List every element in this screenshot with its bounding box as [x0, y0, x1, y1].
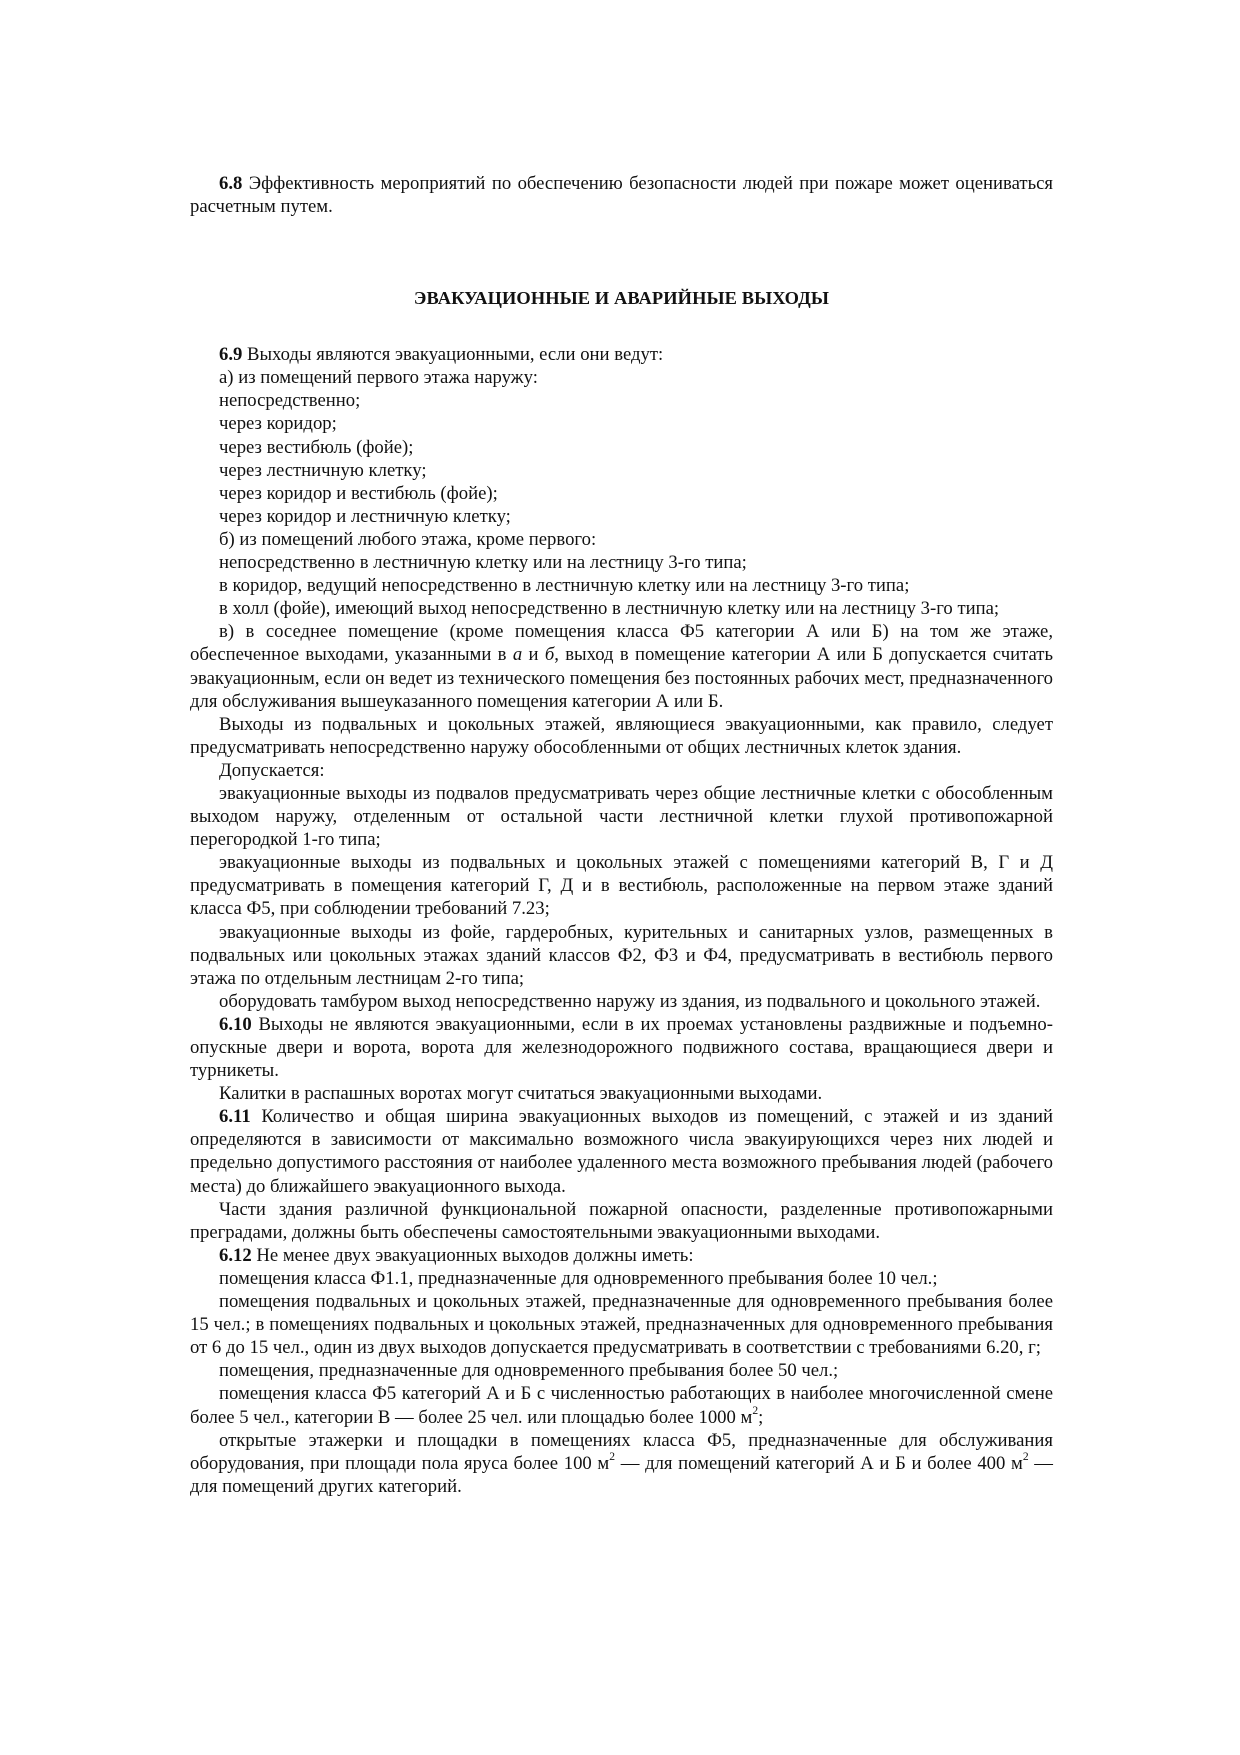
list-item: через коридор и вестибюль (фойе);	[219, 482, 498, 504]
list-item: эвакуационные выходы из фойе, гардеробных, курительных и санитарных узлов, размещенных в подвальных или цокольных этажах зданий классов Ф2, Ф3 и Ф4, предусматривать в вестибюль первого этажа по отдельным лестницам 2-го типа;	[190, 921, 1053, 989]
list-item: в коридор, ведущий непосредственно в лестничную клетку или на лестницу 3-го типа;	[219, 575, 910, 597]
list-item: эвакуационные выходы из подвальных и цокольных этажей с помещениями категорий В, Г и Д предусматривать в помещения категорий Г, Д и в вестибюль, расположенные на первом этаже зданий класса Ф5, при соблюдении требований 7.23;	[190, 852, 1053, 920]
list-item: непосредственно в лестничную клетку или на лестницу 3-го типа;	[219, 552, 747, 574]
paragraph: Допускается:	[219, 759, 325, 781]
list-item: в холл (фойе), имеющий выход непосредственно в лестничную клетку или на лестницу 3-го типа;	[219, 598, 1000, 620]
section-heading: ЭВАКУАЦИОННЫЕ И АВАРИЙНЫЕ ВЫХОДЫ	[413, 288, 830, 309]
list-item: через коридор;	[219, 413, 337, 435]
list-item: непосредственно;	[219, 390, 361, 412]
paragraph: Выходы из подвальных и цокольных этажей, являющиеся эвакуационными, как правило, следует предусматривать непосредственно наружу обособленными от общих лестничных клеток здания.	[190, 713, 1053, 758]
clause-number: 6.8	[219, 173, 243, 194]
paragraph-6-11: 6.11 Количество и общая ширина эвакуационных выходов из помещений, с этажей и из зданий определяются в зависимости от максимально возможного числа эвакуирующихся через них людей и предельно допустимого расстояния от наиболее удаленного места возможного пребывания людей (рабочего места) до ближайшего эвакуационного выхода.	[190, 1106, 1053, 1197]
clause-number: 6.10	[219, 1013, 252, 1035]
paragraph: Калитки в распашных воротах могут считаться эвакуационными выходами.	[219, 1083, 823, 1105]
clause-number: 6.12	[219, 1244, 252, 1266]
list-item: через лестничную клетку;	[219, 459, 427, 481]
list-item: открытые этажерки и площадки в помещениях класса Ф5, предназначенные для обслуживания оборудования, при площади пола яруса более 100 $м^2$ — для помещений категорий А и Б и более 400 $м^2$ — для помещений других категорий.	[190, 1429, 1053, 1497]
list-item: через коридор и лестничную клетку;	[219, 505, 511, 527]
clause-number: 6.9	[219, 344, 243, 366]
paragraph-6-8: 6.8 Эффективность мероприятий по обеспечению безопасности людей при пожаре может оцениваться расчетным путем.	[190, 173, 1053, 218]
paragraph-6-10: 6.10 Выходы не являются эвакуационными, если в их проемах установлены раздвижные и подъемно-опускные двери и ворота, ворота для железнодорожного подвижного состава, вращающиеся двери и турникеты.	[190, 1013, 1053, 1082]
list-item: помещения, предназначенные для одновременного пребывания более 50 чел.;	[219, 1360, 839, 1382]
paragraph: Части здания различной функциональной пожарной опасности, разделенные противопожарными преградами, должны быть обеспечены самостоятельными эвакуационными выходами.	[190, 1198, 1053, 1243]
list-item: помещения класса Ф1.1, предназначенные для одновременного пребывания более 10 чел.;	[219, 1267, 938, 1289]
list-item: помещения класса Ф5 категорий А и Б с численностью работающих в наиболее многочисленной смене более 5 чел., категории В — более 25 чел. или площадью более 1000 $м^2$;	[190, 1383, 1053, 1428]
paragraph-6-12: 6.12 Не менее двух эвакуационных выходов должны иметь:	[219, 1244, 694, 1266]
list-item: через вестибюль (фойе);	[219, 436, 414, 458]
list-item: а) из помещений первого этажа наружу:	[219, 367, 538, 389]
list-item: б) из помещений любого этажа, кроме первого:	[219, 528, 597, 550]
paragraph-6-9: 6.9 Выходы являются эвакуационными, если они ведут:	[219, 344, 664, 366]
clause-number: 6.11	[219, 1106, 251, 1128]
document-page	[190, 172, 1053, 1498]
list-item: эвакуационные выходы из подвалов предусматривать через общие лестничные клетки с обособленным выходом наружу, отделенным от остальной части лестничной клетки глухой противопожарной перегородкой 1-го типа;	[190, 782, 1053, 851]
list-item: помещения подвальных и цокольных этажей, предназначенные для одновременного пребывания более 15 чел.; в помещениях подвальных и цокольных этажей, предназначенных для одновременного пребывания от 6 до 15 чел., один из двух выходов допускается предусматривать в соответствии с требованиями 6.20, г;	[190, 1291, 1053, 1359]
list-item: в) в соседнее помещение (кроме помещения класса Ф5 категории А или Б) на том же этаже, обеспеченное выходами, указанными в а и б, выход в помещение категории А или Б допускается считать эвакуационным, если он ведет из технического помещения без постоянных рабочих мест, предназначенного для обслуживания вышеуказанного помещения категории А или Б.	[190, 621, 1053, 712]
list-item: оборудовать тамбуром выход непосредственно наружу из здания, из подвального и цокольного этажей.	[219, 990, 1041, 1012]
